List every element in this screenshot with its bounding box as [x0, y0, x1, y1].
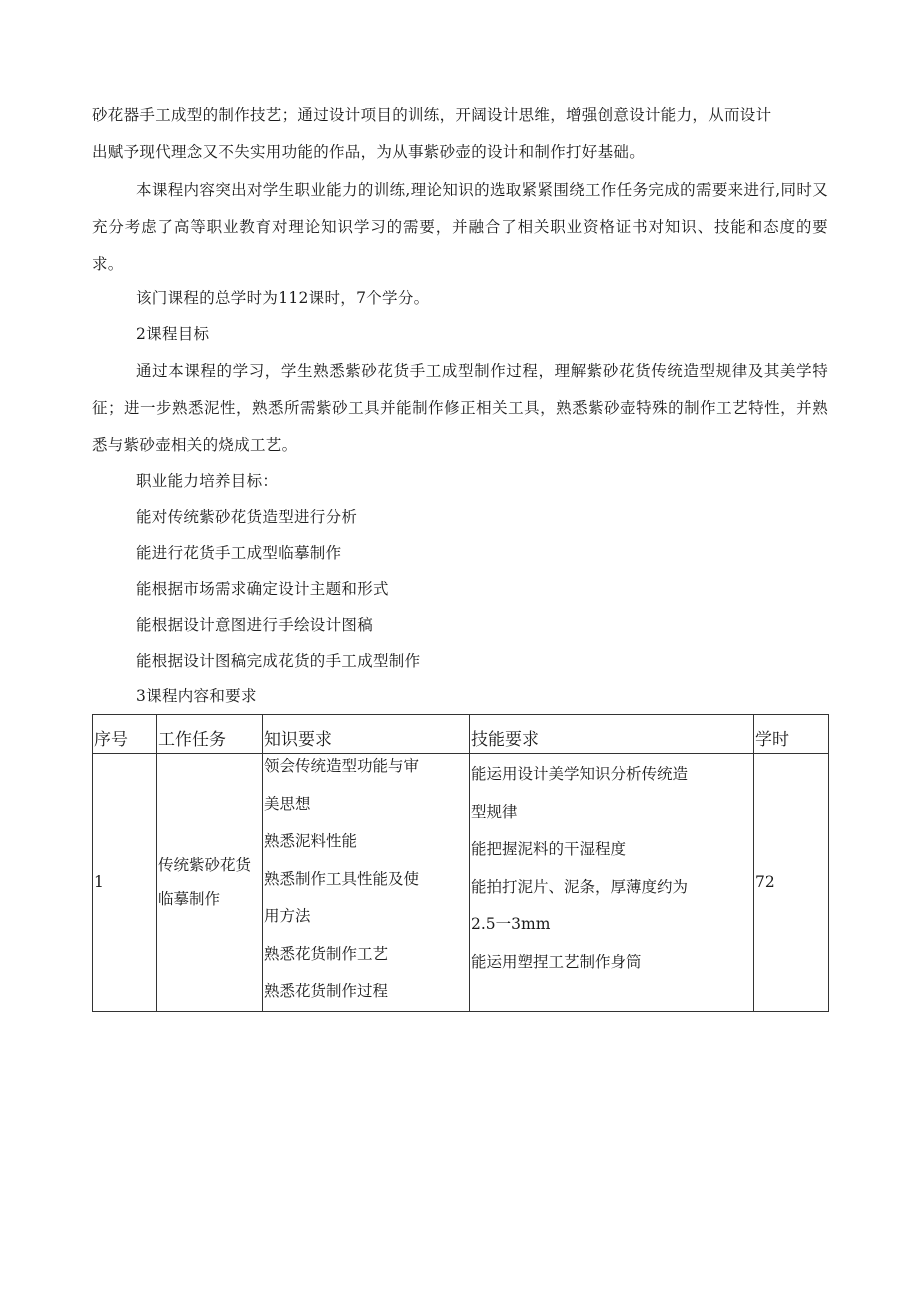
skill-line: 2.5一3mm: [471, 915, 551, 933]
knowledge-line: 熟悉制作工具性能及使: [264, 869, 420, 888]
paragraph-4: 通过本课程的学习，学生熟悉紫砂花货手工成型制作过程，理解紫砂花货传统造型规律及其美学特征；进一步熟悉泥性，熟悉所需紫砂工具并能制作修正相关工具，熟悉紫砂壶特殊的制作工艺特性，并熟悉与紫砂壶相关的烧成工艺。: [92, 362, 828, 454]
ability-item: 能根据设计图稿完成花货的手工成型制作: [136, 652, 421, 670]
skill-line: 能把握泥料的干湿程度: [471, 840, 627, 858]
table-row: [93, 754, 829, 1012]
knowledge-line: 领会传统造型功能与审: [264, 757, 420, 775]
header-skill: 技能要求: [470, 715, 754, 754]
abilities-title: 职业能力培养目标：: [136, 472, 279, 490]
section-heading-2: 2课程目标: [136, 325, 210, 343]
skill-line: 型规律: [471, 802, 518, 821]
knowledge-line: 熟悉花货制作工艺: [264, 944, 389, 963]
paragraph-2: 本课程内容突出对学生职业能力的训练,理论知识的选取紧紧围绕工作任务完成的需要来进行,同时又充分考虑了高等职业教育对理论知识学习的需要，并融合了相关职业资格证书对知识、技能和态度的要求。: [92, 181, 828, 273]
ability-item: 能根据市场需求确定设计主题和形式: [136, 580, 389, 598]
cell-knowledge: [263, 754, 470, 1012]
skill-line: 能拍打泥片、泥条，厚薄度约为: [471, 877, 689, 896]
paragraph-3: 该门课程的总学时为112课时，7个学分。: [136, 289, 430, 307]
task-line: 临摹制作: [158, 890, 221, 909]
header-knowledge: 知识要求: [263, 715, 470, 754]
paragraph-1-line-2: 出赋予现代理念又不失实用功能的作品，为从事紫砂壶的设计和制作打好基础。: [92, 143, 646, 161]
header-hours: 学时: [754, 715, 829, 754]
cell-index: [93, 754, 157, 1012]
section-heading-3: 3课程内容和要求: [136, 687, 257, 705]
cell-task: [157, 754, 263, 1012]
knowledge-line: 熟悉泥料性能: [264, 832, 358, 850]
header-index: 序号: [93, 715, 157, 754]
index-value: 1: [94, 873, 104, 892]
knowledge-line: 用方法: [264, 907, 311, 925]
ability-item: 能根据设计意图进行手绘设计图稿: [136, 616, 374, 634]
course-content-table: [92, 714, 829, 1012]
ability-item: 能对传统紫砂花货造型进行分析: [136, 508, 358, 526]
paragraph-1-line-1: 砂花器手工成型的制作技艺；通过设计项目的训练，开阔设计思维，增强创意设计能力，从而设计: [92, 106, 772, 124]
skill-line: 能运用设计美学知识分析传统造: [471, 765, 689, 783]
task-line: 传统紫砂花货: [158, 856, 252, 875]
header-task: 工作任务: [157, 715, 263, 754]
skill-line: 能运用塑捏工艺制作身筒: [471, 952, 642, 971]
cell-skill: [470, 754, 754, 1012]
knowledge-line: 熟悉花货制作过程: [264, 982, 389, 1000]
cell-hours: [754, 754, 829, 1012]
ability-item: 能进行花货手工成型临摹制作: [136, 544, 342, 562]
knowledge-line: 美思想: [264, 794, 311, 813]
hours-value: 72: [755, 873, 775, 892]
